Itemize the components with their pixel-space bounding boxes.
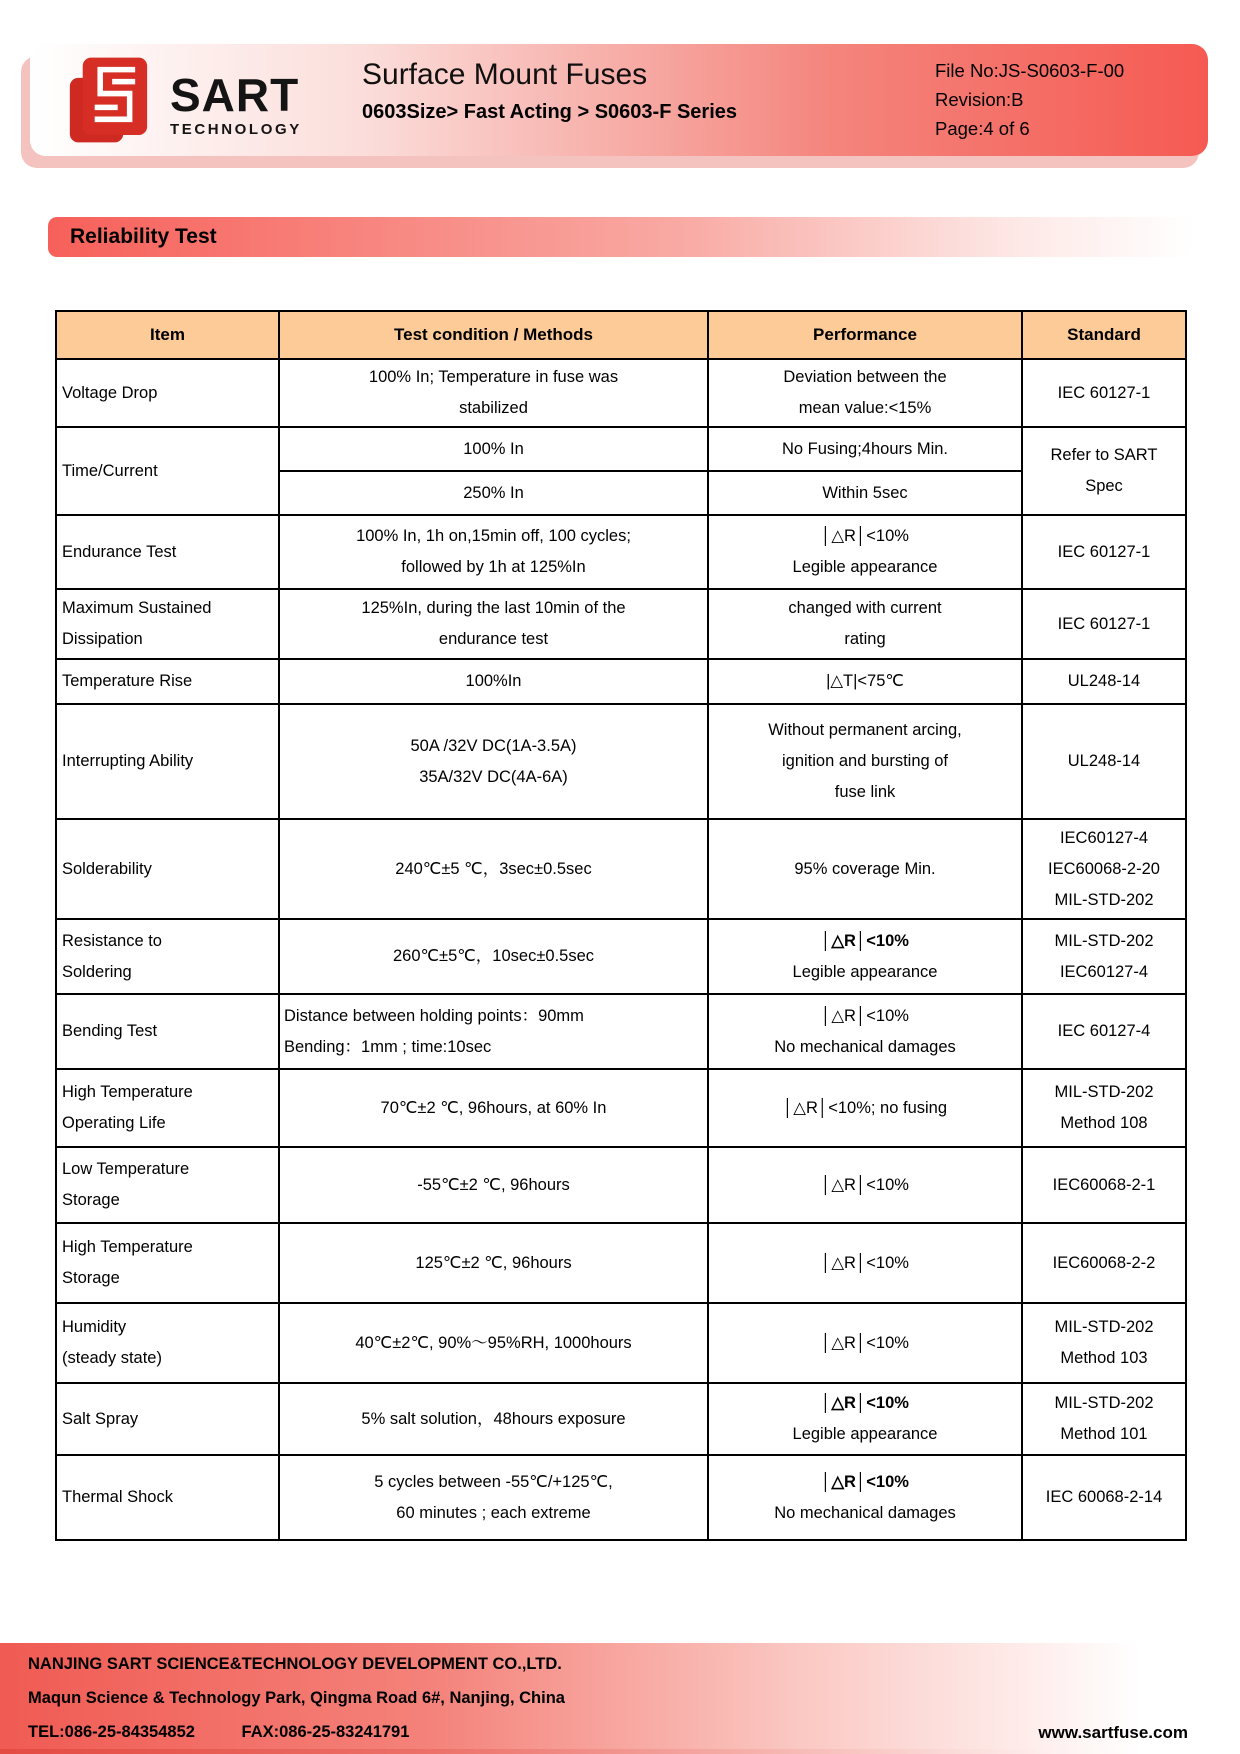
- brand-text: [170, 54, 302, 138]
- cell-line: │△R│<10%: [821, 1253, 909, 1272]
- sart-logo: [68, 54, 302, 146]
- website-url: www.sartfuse.com: [1038, 1723, 1188, 1742]
- cell-line: Refer to SART: [1050, 446, 1158, 464]
- cell-line: No Fusing;4hours Min.: [782, 439, 948, 458]
- cell-line: High Temperature: [62, 1238, 193, 1256]
- company-address: Maqun Science & Technology Park, Qingma Road 6#, Nanjing, China: [28, 1689, 565, 1707]
- cell-line: stabilized: [459, 399, 528, 417]
- cell-line: UL248-14: [1067, 672, 1141, 690]
- tel: TEL:086-25-84354852: [28, 1723, 195, 1741]
- cell-line: Distance between holding points：90mm: [284, 1006, 584, 1025]
- performance-cell: [708, 1383, 1022, 1455]
- cell-line: │△R│<10%: [821, 1472, 909, 1491]
- cell-line: Salt Spray: [62, 1409, 139, 1428]
- cell-line: MIL-STD-202: [1054, 931, 1154, 950]
- standard-cell: [1022, 589, 1186, 659]
- cell-line: Storage: [62, 1191, 120, 1209]
- cell-line: Voltage Drop: [62, 383, 158, 402]
- condition-cell: [279, 994, 708, 1069]
- cell-line: IEC 60127-1: [1057, 383, 1151, 402]
- cell-line: Spec: [1085, 477, 1123, 495]
- header-card: [30, 44, 1208, 156]
- cell-line: Deviation between the: [783, 368, 947, 386]
- performance-cell: [708, 1223, 1022, 1303]
- cell-line: 35A/32V DC(4A-6A): [419, 767, 568, 786]
- section-banner: [48, 217, 1194, 257]
- cell-line: 50A /32V DC(1A-3.5A): [410, 736, 577, 755]
- item-cell: [56, 1303, 279, 1383]
- table-header-row: [56, 311, 1186, 359]
- cell-line: Legible appearance: [792, 558, 938, 576]
- cell-line: IEC60068-2-20: [1048, 859, 1160, 878]
- standard-cell: [1022, 1455, 1186, 1540]
- condition-cell: [279, 659, 708, 704]
- standard-cell: [1022, 1223, 1186, 1303]
- cell-line: 95% coverage Min.: [794, 859, 936, 878]
- brand-name: SART: [170, 69, 300, 121]
- table-row: [56, 359, 1186, 427]
- table-row: [56, 819, 1186, 919]
- cell-line: 260℃±5℃，10sec±0.5sec: [392, 947, 595, 965]
- condition-cell: [279, 704, 708, 819]
- table-row: [56, 1223, 1186, 1303]
- cell-line: │△R│<10%: [821, 1333, 909, 1352]
- performance-cell: [708, 704, 1022, 819]
- cell-line: Bending：1mm ; time:10sec: [284, 1037, 492, 1056]
- performance-cell: [708, 471, 1022, 515]
- cell-line: IEC60068-2-1: [1052, 1175, 1156, 1194]
- performance-cell: [708, 819, 1022, 919]
- performance-cell: [708, 427, 1022, 471]
- cell-line: Time/Current: [62, 461, 158, 480]
- cell-line: Legible appearance: [792, 962, 938, 981]
- cell-line: Method 103: [1060, 1349, 1148, 1367]
- cell-line: Solderability: [62, 859, 152, 878]
- cell-line: |△T|<75℃: [826, 672, 904, 690]
- item-cell: [56, 1147, 279, 1223]
- condition-cell: [279, 819, 708, 919]
- table-row: [56, 704, 1186, 819]
- cell-line: High Temperature: [62, 1083, 193, 1101]
- cell-line: │△R│<10%: [821, 527, 909, 545]
- performance-cell: [708, 1069, 1022, 1147]
- cell-line: changed with current: [788, 599, 942, 617]
- column-header: Performance: [708, 311, 1022, 359]
- cell-line: 100%In: [465, 672, 522, 690]
- column-header: Item: [56, 311, 279, 359]
- standard-cell: [1022, 515, 1186, 589]
- standard-cell: [1022, 994, 1186, 1069]
- performance-cell: [708, 994, 1022, 1069]
- cell-line: Temperature Rise: [62, 672, 193, 690]
- item-cell: [56, 919, 279, 994]
- condition-cell: [279, 427, 708, 471]
- cell-line: No mechanical damages: [774, 1037, 956, 1056]
- cell-line: IEC60068-2-2: [1052, 1253, 1156, 1272]
- standard-cell: [1022, 1069, 1186, 1147]
- cell-line: IEC 60127-1: [1057, 542, 1151, 561]
- table-header: [56, 311, 1186, 359]
- condition-cell: [279, 589, 708, 659]
- cell-line: -55℃±2 ℃, 96hours: [417, 1175, 570, 1194]
- file-no: File No:JS-S0603-F-00: [935, 60, 1125, 81]
- cell-line: │△R│<10%; no fusing: [782, 1098, 948, 1117]
- company-name: NANJING SART SCIENCE&TECHNOLOGY DEVELOPMENT CO.,LTD.: [28, 1655, 562, 1673]
- performance-cell: [708, 589, 1022, 659]
- table-row: [56, 1455, 1186, 1540]
- cell-line: Without permanent arcing,: [768, 721, 962, 739]
- column-header: Standard: [1022, 311, 1186, 359]
- item-cell: [56, 515, 279, 589]
- cell-line: 5 cycles between -55℃/+125℃,: [374, 1472, 613, 1491]
- doc-title: Surface Mount Fuses: [362, 58, 648, 91]
- cell-line: Thermal Shock: [62, 1488, 173, 1506]
- standard-cell: [1022, 919, 1186, 994]
- table-row: [56, 659, 1186, 704]
- table-row: [56, 515, 1186, 589]
- item-cell: [56, 1455, 279, 1540]
- table-row: [56, 427, 1186, 471]
- cell-line: 40℃±2℃, 90%～95%RH, 1000hours: [355, 1333, 632, 1352]
- table-row: [56, 1303, 1186, 1383]
- condition-cell: [279, 515, 708, 589]
- cell-line: Dissipation: [62, 630, 143, 648]
- cell-line: 125℃±2 ℃, 96hours: [415, 1253, 572, 1272]
- item-cell: [56, 1069, 279, 1147]
- standard-cell: [1022, 427, 1186, 515]
- table-row: [56, 1069, 1186, 1147]
- performance-cell: [708, 919, 1022, 994]
- sart-logo-icon: [68, 54, 160, 146]
- item-cell: [56, 994, 279, 1069]
- cell-line: 240℃±5 ℃，3sec±0.5sec: [395, 859, 592, 878]
- cell-line: 5% salt solution，48hours exposure: [361, 1409, 626, 1428]
- item-cell: [56, 819, 279, 919]
- doc-subtitle: 0603Size> Fast Acting > S0603-F Series: [362, 101, 738, 123]
- table-row: [56, 589, 1186, 659]
- table-row: [56, 1147, 1186, 1223]
- item-cell: [56, 589, 279, 659]
- cell-line: Method 108: [1060, 1114, 1148, 1132]
- item-cell: [56, 427, 279, 515]
- standard-cell: [1022, 659, 1186, 704]
- cell-line: 250% In: [463, 483, 524, 502]
- performance-cell: [708, 515, 1022, 589]
- item-cell: [56, 359, 279, 427]
- cell-line: IEC 60068-2-14: [1045, 1488, 1163, 1506]
- cell-line: MIL-STD-202: [1054, 1318, 1154, 1336]
- cell-line: Endurance Test: [62, 542, 177, 561]
- cell-line: 60 minutes ; each extreme: [396, 1503, 591, 1522]
- cell-line: Maximum Sustained: [62, 599, 212, 617]
- cell-line: IEC60127-4: [1059, 828, 1149, 847]
- cell-line: │△R│<10%: [821, 1394, 909, 1412]
- cell-line: IEC 60127-4: [1057, 1022, 1151, 1040]
- standard-cell: [1022, 1303, 1186, 1383]
- item-cell: [56, 1383, 279, 1455]
- condition-cell: [279, 359, 708, 427]
- cell-line: MIL-STD-202: [1054, 1083, 1154, 1101]
- cell-line: Resistance to: [62, 931, 162, 950]
- contact-line: [28, 1723, 409, 1742]
- condition-cell: [279, 471, 708, 515]
- item-cell: [56, 704, 279, 819]
- cell-line: │△R│<10%: [821, 931, 909, 950]
- table-row: [56, 919, 1186, 994]
- cell-line: │△R│<10%: [821, 1006, 909, 1025]
- reliability-table: [55, 310, 1187, 1541]
- cell-line: Interrupting Ability: [62, 752, 194, 770]
- cell-line: Soldering: [62, 962, 132, 981]
- cell-line: IEC 60127-1: [1057, 614, 1151, 633]
- cell-line: Method 101: [1060, 1425, 1148, 1443]
- cell-line: Low Temperature: [62, 1160, 190, 1178]
- item-cell: [56, 659, 279, 704]
- cell-line: Operating Life: [62, 1114, 166, 1132]
- cell-line: rating: [844, 630, 886, 648]
- column-header: Test condition / Methods: [279, 311, 708, 359]
- cell-line: 100% In; Temperature in fuse was: [368, 368, 619, 386]
- condition-cell: [279, 919, 708, 994]
- performance-cell: [708, 1147, 1022, 1223]
- performance-cell: [708, 1455, 1022, 1540]
- footer: [0, 1643, 1240, 1754]
- brand-subtitle: TECHNOLOGY: [170, 120, 302, 138]
- standard-cell: [1022, 1383, 1186, 1455]
- condition-cell: [279, 1069, 708, 1147]
- section-title: Reliability Test: [70, 225, 217, 248]
- cell-line: 100% In: [463, 439, 524, 458]
- standard-cell: [1022, 819, 1186, 919]
- cell-line: UL248-14: [1067, 752, 1141, 770]
- item-cell: [56, 1223, 279, 1303]
- cell-line: ignition and bursting of: [781, 752, 949, 770]
- performance-cell: [708, 1303, 1022, 1383]
- cell-line: mean value:<15%: [798, 399, 932, 417]
- title-block: [362, 58, 737, 124]
- cell-line: Bending Test: [62, 1022, 158, 1040]
- cell-line: │△R│<10%: [821, 1175, 909, 1194]
- condition-cell: [279, 1303, 708, 1383]
- table-body: [56, 359, 1186, 1540]
- standard-cell: [1022, 359, 1186, 427]
- standard-cell: [1022, 704, 1186, 819]
- cell-line: followed by 1h at 125%In: [401, 558, 586, 576]
- cell-line: fuse link: [834, 783, 896, 801]
- fax: FAX:086-25-83241791: [241, 1723, 410, 1741]
- performance-cell: [708, 359, 1022, 427]
- table-row: [56, 1383, 1186, 1455]
- page-number: Page:4 of 6: [935, 118, 1030, 139]
- cell-line: 70℃±2 ℃, 96hours, at 60% In: [380, 1098, 607, 1117]
- file-info: [935, 56, 1124, 143]
- revision: Revision:B: [935, 89, 1024, 110]
- condition-cell: [279, 1223, 708, 1303]
- condition-cell: [279, 1147, 708, 1223]
- cell-line: No mechanical damages: [774, 1503, 956, 1522]
- cell-line: MIL-STD-202: [1054, 890, 1154, 909]
- cell-line: Legible appearance: [792, 1425, 938, 1443]
- standard-cell: [1022, 1147, 1186, 1223]
- cell-line: Within 5sec: [822, 483, 908, 502]
- cell-line: 100% In, 1h on,15min off, 100 cycles;: [356, 527, 631, 545]
- performance-cell: [708, 659, 1022, 704]
- condition-cell: [279, 1455, 708, 1540]
- cell-line: 125%In, during the last 10min of the: [361, 599, 626, 617]
- cell-line: endurance test: [438, 630, 549, 648]
- cell-line: (steady state): [62, 1349, 162, 1367]
- cell-line: MIL-STD-202: [1054, 1394, 1154, 1412]
- table-row: [56, 994, 1186, 1069]
- cell-line: Storage: [62, 1269, 120, 1287]
- condition-cell: [279, 1383, 708, 1455]
- cell-line: Humidity: [62, 1318, 127, 1336]
- cell-line: IEC60127-4: [1059, 962, 1149, 981]
